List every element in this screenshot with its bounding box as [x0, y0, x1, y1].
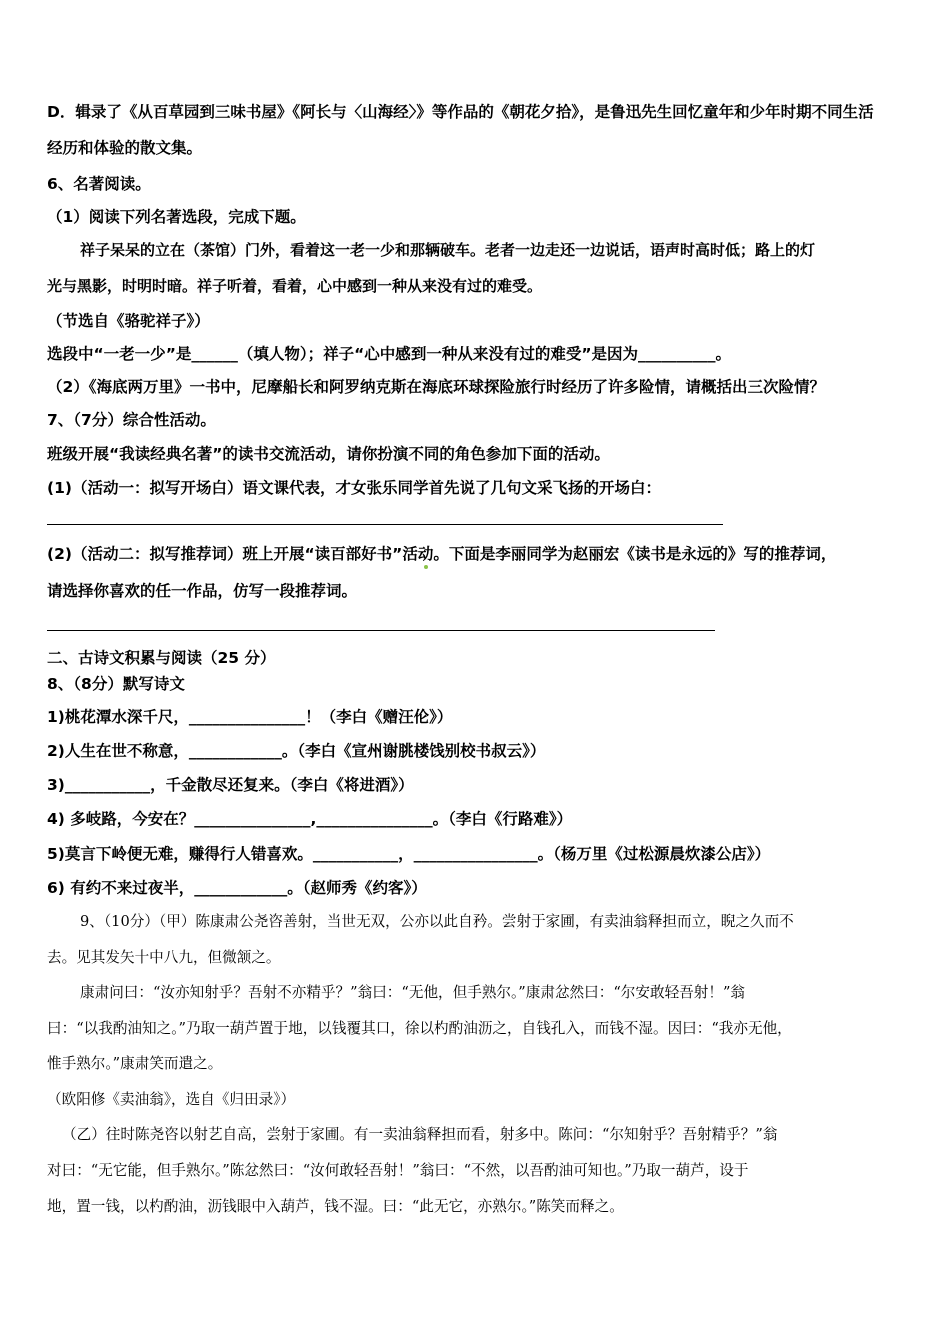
- q9-passage-b-line2: 对曰：“无它能，但手熟尔。”陈忿然曰：“汝何敢轻吾射！”翁曰：“不然，以吾酌油可知也。”乃取一葫芦，设于: [47, 1162, 749, 1179]
- q9-passage-b-line1: （乙）往时陈尧咨以射艺自高，尝射于家圃。有一卖油翁释担而看，射多中。陈问：“尔知射乎？吾射精乎？”翁: [62, 1126, 778, 1143]
- q9-passage-a-line2: 去。见其发矢十中八九，但微颔之。: [47, 949, 281, 966]
- poem-1: 1)桃花潭水深千尺，_______________！（李白《赠汪伦》）: [47, 708, 453, 726]
- option-d-line2: 经历和体验的散文集。: [47, 139, 203, 157]
- poem-6: 6) 有约不来过夜半，____________。（赵师秀《约客》）: [47, 879, 427, 897]
- marker-dot: [424, 565, 428, 569]
- q6-part1-question: 选段中“一老一少”是______（填人物）；祥子“心中感到一种从来没有过的难受”是因为__________。: [47, 345, 732, 363]
- q9-passage-a-line5: 惟手熟尔。”康肃笑而遣之。: [47, 1055, 223, 1072]
- excerpt-line2: 光与黑影，时明时暗。祥子听着，看着，心中感到一种从来没有过的难受。: [47, 277, 543, 295]
- q7-activity2-line1: (2)（活动二：拟写推荐词）班上开展“读百部好书”活动。下面是李丽同学为赵丽宏《读书是永远的》写的推荐词，: [47, 545, 837, 563]
- poem-4: 4) 多岐路，今安在？_______________,_______________。（李白《行路难》）: [47, 810, 573, 828]
- q9-passage-a-line4: 曰：“以我酌油知之。”乃取一葫芦置于地，以钱覆其口，徐以杓酌油沥之，自钱孔入，而钱不湿。因曰：“我亦无他，: [47, 1020, 792, 1037]
- q9-passage-a-source: （欧阳修《卖油翁》，选自《归田录》）: [47, 1091, 296, 1108]
- q9-passage-a-line1: 9、（10分）（甲）陈康肃公尧咨善射，当世无双，公亦以此自矜。尝射于家圃，有卖油翁释担而立，睨之久而不: [80, 913, 794, 930]
- section-2-heading: 二、古诗文积累与阅读（25 分）: [47, 649, 276, 667]
- q7-intro: 班级开展“我读经典名著”的读书交流活动，请你扮演不同的角色参加下面的活动。: [47, 445, 610, 463]
- q7-activity1: (1)（活动一：拟写开场白）语文课代表，才女张乐同学首先说了几句文采飞扬的开场白：: [47, 479, 661, 497]
- answer-line-1: [47, 524, 723, 525]
- poem-3: 3)___________，千金散尽还复来。（李白《将进酒》）: [47, 776, 414, 794]
- q9-passage-a-line3: 康肃问曰：“汝亦知射乎？吾射不亦精乎？”翁曰：“无他，但手熟尔。”康肃忿然曰：“尔安敢轻吾射！”翁: [80, 984, 745, 1001]
- poem-2: 2)人生在世不称意，____________。（李白《宣州谢朓楼饯别校书叔云》）: [47, 742, 546, 760]
- q7-activity2-line2: 请选择你喜欢的任一作品，仿写一段推荐词。: [47, 582, 358, 600]
- question-8-heading: 8、（8分）默写诗文: [47, 675, 185, 693]
- answer-line-2: [47, 630, 715, 631]
- question-7-heading: 7、（7分）综合性活动。: [47, 411, 216, 429]
- q6-part1-instruction: （1）阅读下列名著选段，完成下题。: [47, 208, 306, 226]
- excerpt-line1: 祥子呆呆的立在（茶馆）门外，看着这一老一少和那辆破车。老者一边走还一边说话，语声时高时低；路上的灯: [80, 241, 816, 259]
- poem-5: 5)莫言下岭便无难，赚得行人错喜欢。___________，________________。（杨万里《过松源晨炊漆公店》）: [47, 845, 771, 863]
- option-d-line1: D．辑录了《从百草园到三味书屋》《阿长与〈山海经〉》等作品的《朝花夕拾》，是鲁迅先生回忆童年和少年时期不同生活: [47, 103, 874, 121]
- question-6-heading: 6、名著阅读。: [47, 175, 151, 193]
- q9-passage-b-line3: 地，置一钱，以杓酌油，沥钱眼中入葫芦，钱不湿。曰：“此无它，亦熟尔。”陈笑而释之。: [47, 1198, 624, 1215]
- q6-part2-question: （2）《海底两万里》一书中，尼摩船长和阿罗纳克斯在海底环球探险旅行时经历了许多险情，请概括出三次险情？: [47, 378, 826, 396]
- excerpt-source: （节选自《骆驼祥子》）: [47, 312, 210, 330]
